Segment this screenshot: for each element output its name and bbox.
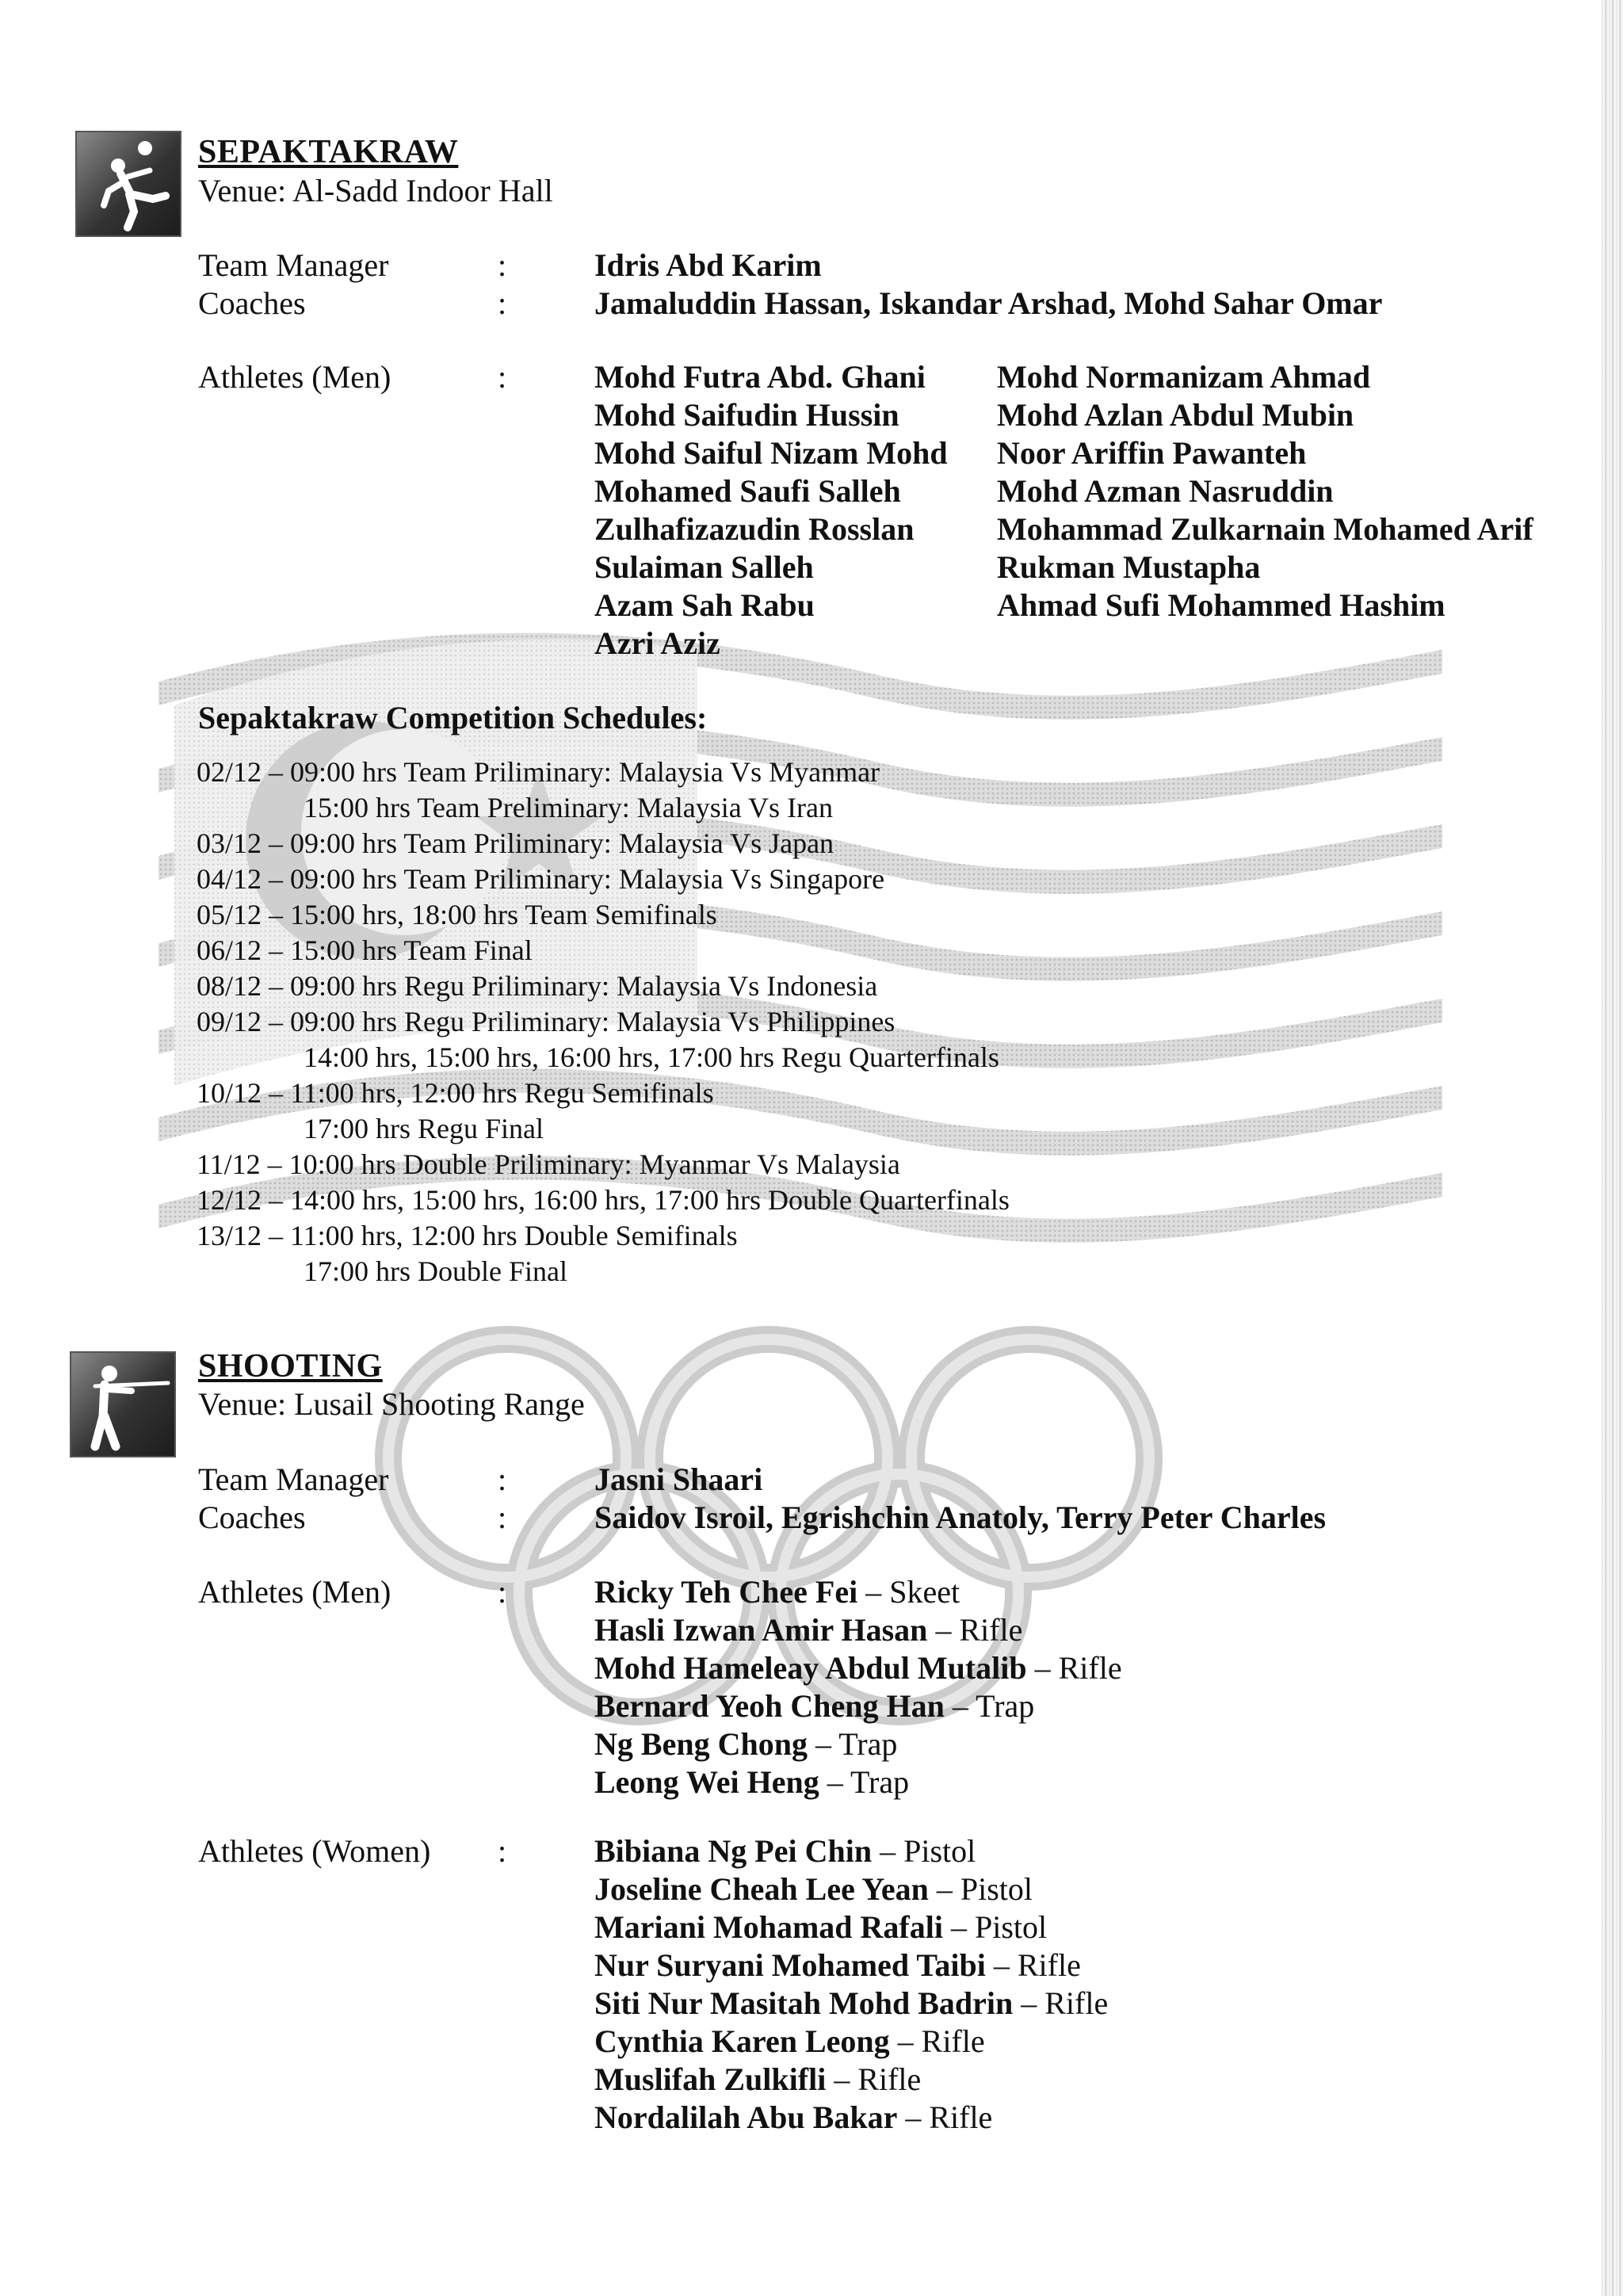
venue-shooting: Venue: Lusail Shooting Range — [198, 1386, 585, 1422]
athlete-row — [594, 1725, 1122, 1763]
colon: : — [498, 247, 507, 283]
athlete-event: – Trap — [819, 1764, 910, 1800]
athlete-name: Noor Ariffin Pawanteh — [997, 435, 1307, 471]
athlete-name: Ahmad Sufi Mohammed Hashim — [997, 587, 1445, 623]
athlete-name: Mariani Mohamad Rafali — [594, 1909, 943, 1945]
athlete-event: – Rifle — [826, 2061, 922, 2097]
schedule-entry: 17:00 hrs Regu Final — [304, 1113, 544, 1144]
athlete-row — [594, 1573, 1122, 1611]
coaches-label: Coaches — [198, 1499, 306, 1535]
athlete-name: Mohammad Zulkarnain Mohamed Arif — [997, 511, 1533, 547]
schedule-entry: 05/12 – 15:00 hrs, 18:00 hrs Team Semifinals — [197, 899, 717, 930]
athlete-name: Mohd Saifudin Hussin — [594, 397, 899, 433]
athletes-men-label: Athletes (Men) — [198, 359, 391, 395]
colon: : — [498, 1574, 507, 1610]
athlete-name: Mohd Azman Nasruddin — [997, 473, 1334, 509]
section-title-shooting: SHOOTING — [198, 1348, 383, 1385]
athlete-row — [594, 1832, 1108, 1870]
athlete-event: – Trap — [944, 1688, 1035, 1724]
athlete-name: Nordalilah Abu Bakar — [594, 2099, 898, 2135]
schedule-entry: 14:00 hrs, 15:00 hrs, 16:00 hrs, 17:00 hrs Regu Quarterfinals — [304, 1041, 999, 1073]
athlete-name: Bernard Yeoh Cheng Han — [594, 1688, 945, 1724]
sepaktakraw-pictogram-icon — [75, 131, 181, 237]
athlete-name: Ricky Teh Chee Fei — [594, 1574, 858, 1610]
athlete-row — [594, 1611, 1122, 1649]
athlete-name: Muslifah Zulkifli — [594, 2061, 827, 2097]
athlete-event: – Pistol — [872, 1833, 976, 1869]
schedule-entry: 04/12 – 09:00 hrs Team Priliminary: Malaysia Vs Singapore — [197, 863, 885, 895]
athlete-event: – Pistol — [942, 1909, 1048, 1945]
schedule-entry: 03/12 – 09:00 hrs Team Priliminary: Malaysia Vs Japan — [197, 827, 834, 859]
athlete-event: – Rifle — [927, 1612, 1023, 1648]
colon: : — [498, 1833, 507, 1869]
athlete-event: – Rifle — [1026, 1650, 1122, 1686]
athlete-name: Sulaiman Salleh — [594, 549, 814, 585]
athlete-row — [594, 2099, 1108, 2137]
athlete-name: Hasli Izwan Amir Hasan — [594, 1612, 928, 1648]
athlete-row — [594, 1687, 1122, 1725]
schedule-entry: 09/12 – 09:00 hrs Regu Priliminary: Malaysia Vs Philippines — [197, 1006, 896, 1037]
shooting-men-list — [594, 1573, 1122, 1801]
athlete-row — [594, 1985, 1108, 2023]
athletes-men-label: Athletes (Men) — [198, 1574, 391, 1610]
athlete-event: – Trap — [807, 1726, 898, 1762]
athlete-name: Mohd Hameleay Abdul Mutalib — [594, 1650, 1027, 1686]
athlete-event: – Skeet — [857, 1574, 960, 1610]
athlete-name: Mohd Saiful Nizam Mohd — [594, 435, 948, 471]
athlete-name: Mohd Futra Abd. Ghani — [594, 359, 926, 395]
athlete-name: Mohamed Saufi Salleh — [594, 473, 901, 509]
schedule-entry: 02/12 – 09:00 hrs Team Priliminary: Malaysia Vs Myanmar — [197, 756, 880, 788]
colon: : — [498, 285, 507, 321]
colon: : — [498, 1461, 507, 1497]
schedule-title: Sepaktakraw Competition Schedules: — [198, 700, 708, 735]
athlete-row — [594, 2061, 1108, 2099]
athlete-row — [594, 1946, 1108, 1985]
athlete-name: Azam Sah Rabu — [594, 587, 815, 623]
competition-schedule-list — [197, 755, 1010, 1289]
athlete-row — [594, 1763, 1122, 1801]
athlete-name: Mohd Normanizam Ahmad — [997, 359, 1371, 395]
athlete-name: Nur Suryani Mohamed Taibi — [594, 1947, 986, 1983]
athlete-event: – Rifle — [1013, 1985, 1109, 2021]
athlete-event: – Pistol — [928, 1871, 1033, 1907]
athlete-name: Leong Wei Heng — [594, 1764, 819, 1800]
scan-edge-artifact — [1601, 0, 1623, 2296]
athlete-row — [594, 1908, 1108, 1946]
shooting-women-list — [594, 1832, 1108, 2137]
team-manager-label: Team Manager — [198, 247, 389, 283]
athlete-row — [594, 2023, 1108, 2061]
schedule-entry: 11/12 – 10:00 hrs Double Priliminary: Myanmar Vs Malaysia — [197, 1148, 900, 1180]
schedule-entry: 17:00 hrs Double Final — [304, 1255, 567, 1287]
schedule-entry: 13/12 – 11:00 hrs, 12:00 hrs Double Semifinals — [197, 1220, 738, 1251]
schedule-entry: 12/12 – 14:00 hrs, 15:00 hrs, 16:00 hrs, 17:00 hrs Double Quarterfinals — [197, 1184, 1010, 1216]
athlete-name: Cynthia Karen Leong — [594, 2023, 890, 2059]
athlete-name: Bibiana Ng Pei Chin — [594, 1833, 873, 1869]
colon: : — [498, 359, 507, 395]
athletes-men-list-col1 — [594, 358, 948, 663]
coaches-value: Jamaluddin Hassan, Iskandar Arshad, Mohd Sahar Omar — [594, 285, 1383, 321]
schedule-entry: 06/12 – 15:00 hrs Team Final — [197, 934, 533, 966]
coaches-label: Coaches — [198, 285, 306, 321]
athlete-event: – Rifle — [985, 1947, 1081, 1983]
section-title-sepaktakraw: SEPAKTAKRAW — [198, 134, 459, 170]
schedule-entry: 15:00 hrs Team Preliminary: Malaysia Vs Iran — [304, 792, 834, 823]
athlete-name: Zulhafizazudin Rosslan — [594, 511, 915, 547]
team-manager-label: Team Manager — [198, 1461, 389, 1497]
colon: : — [498, 1499, 507, 1535]
athlete-event: – Rifle — [897, 2099, 993, 2135]
athlete-name: Siti Nur Masitah Mohd Badrin — [594, 1985, 1014, 2021]
athlete-name: Mohd Azlan Abdul Mubin — [997, 397, 1354, 433]
athletes-men-list-col2 — [997, 358, 1533, 625]
athlete-name: Ng Beng Chong — [594, 1726, 808, 1762]
team-manager-value: Jasni Shaari — [594, 1461, 763, 1497]
shooting-pictogram-icon — [70, 1351, 176, 1457]
schedule-entry: 08/12 – 09:00 hrs Regu Priliminary: Malaysia Vs Indonesia — [197, 970, 878, 1002]
athlete-name: Joseline Cheah Lee Yean — [594, 1871, 929, 1907]
athletes-women-label: Athletes (Women) — [198, 1833, 431, 1869]
coaches-value: Saidov Isroil, Egrishchin Anatoly, Terry Peter Charles — [594, 1499, 1327, 1535]
athlete-event: – Rifle — [889, 2023, 985, 2059]
athlete-name: Rukman Mustapha — [997, 549, 1261, 585]
athlete-name: Azri Aziz — [594, 625, 720, 661]
schedule-entry: 10/12 – 11:00 hrs, 12:00 hrs Regu Semifinals — [197, 1077, 714, 1109]
venue-sepaktakraw: Venue: Al-Sadd Indoor Hall — [198, 173, 553, 208]
athlete-row — [594, 1870, 1108, 1908]
team-manager-value: Idris Abd Karim — [594, 247, 822, 283]
athlete-row — [594, 1649, 1122, 1687]
